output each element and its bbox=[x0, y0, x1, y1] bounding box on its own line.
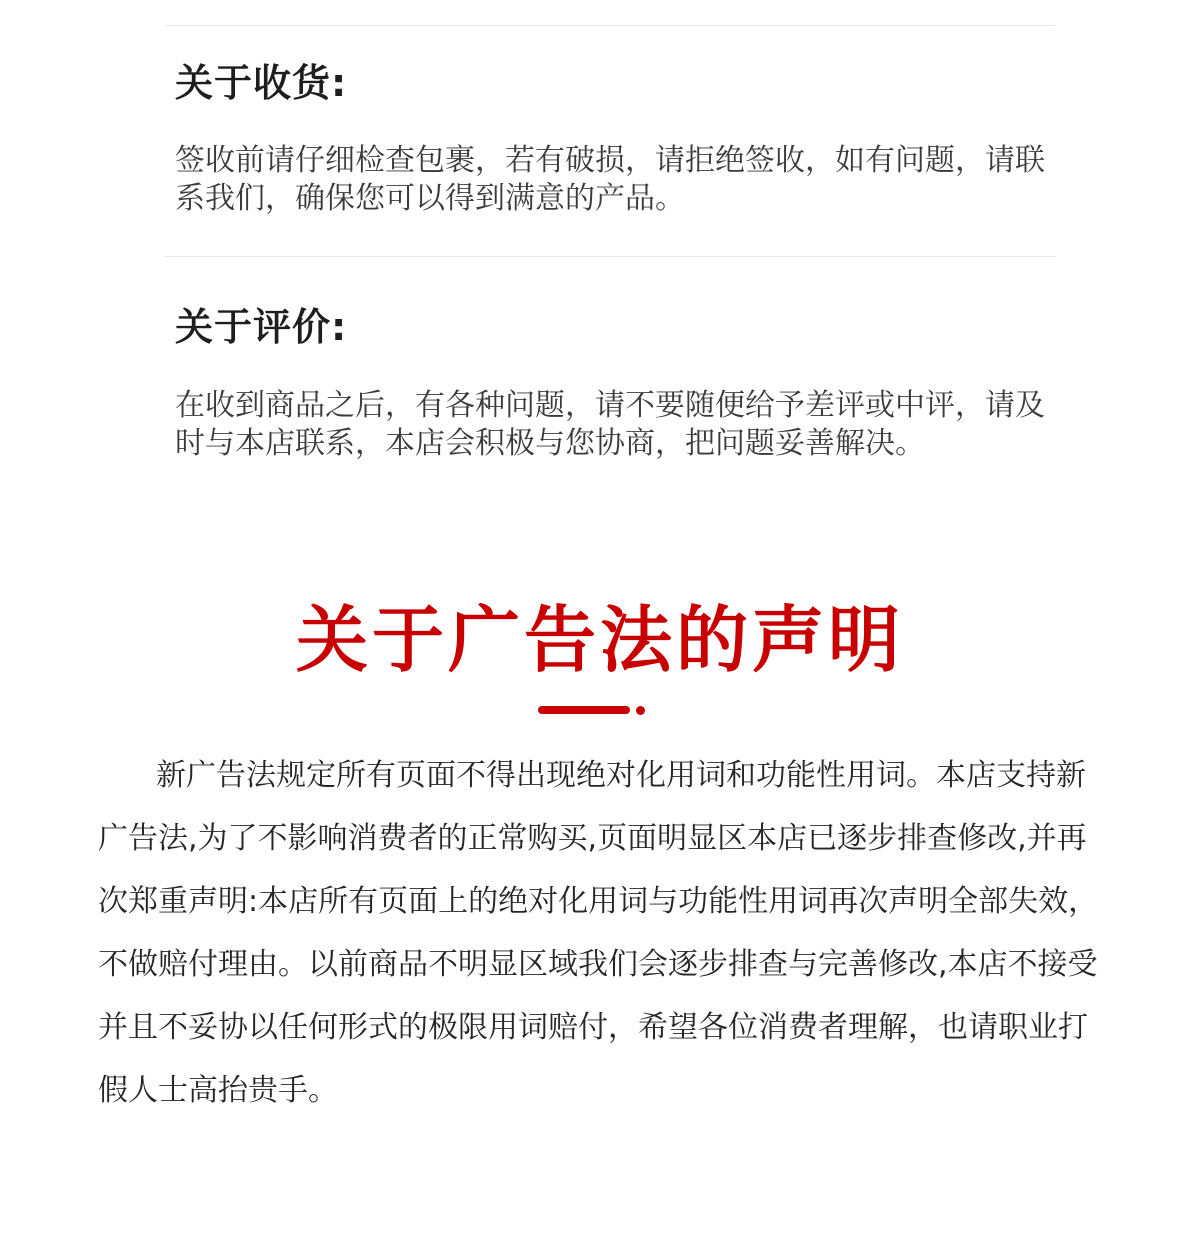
review-body: 在收到商品之后，有各种问题，请不要随便给予差评或中评，请及时与本店联系，本店会积极与您协商，把问题妥善解决。 bbox=[175, 388, 1045, 461]
divider-middle bbox=[165, 256, 1055, 257]
title-underline-bar bbox=[538, 706, 630, 714]
ad-statement-body: 新广告法规定所有页面不得出现绝对化用词和功能性用词。本店支持新广告法,为了不影响消费者的正常购买,页面明显区本店已逐步排查修改,并再次郑重声明:本店所有页面上的绝对化用词与功能性用词再次声明全部失效，不做赔付理由。以前商品不明显区域我们会逐步排查与完善修改,本店不接受并且不妥协以任何形式的极限用词赔付，希望各位消费者理解，也请职业打假人士高抬贵手。 bbox=[98, 758, 1099, 1108]
receiving-body: 签收前请仔细检查包裹，若有破损，请拒绝签收，如有问题，请联系我们，确保您可以得到满意的产品。 bbox=[175, 143, 1045, 216]
ad-statement-title: 关于广告法的声明 bbox=[295, 598, 904, 682]
divider-top bbox=[165, 25, 1055, 26]
receiving-title: 关于收货: bbox=[175, 61, 348, 105]
title-underline-dot bbox=[636, 706, 645, 715]
review-title: 关于评价: bbox=[175, 305, 348, 349]
